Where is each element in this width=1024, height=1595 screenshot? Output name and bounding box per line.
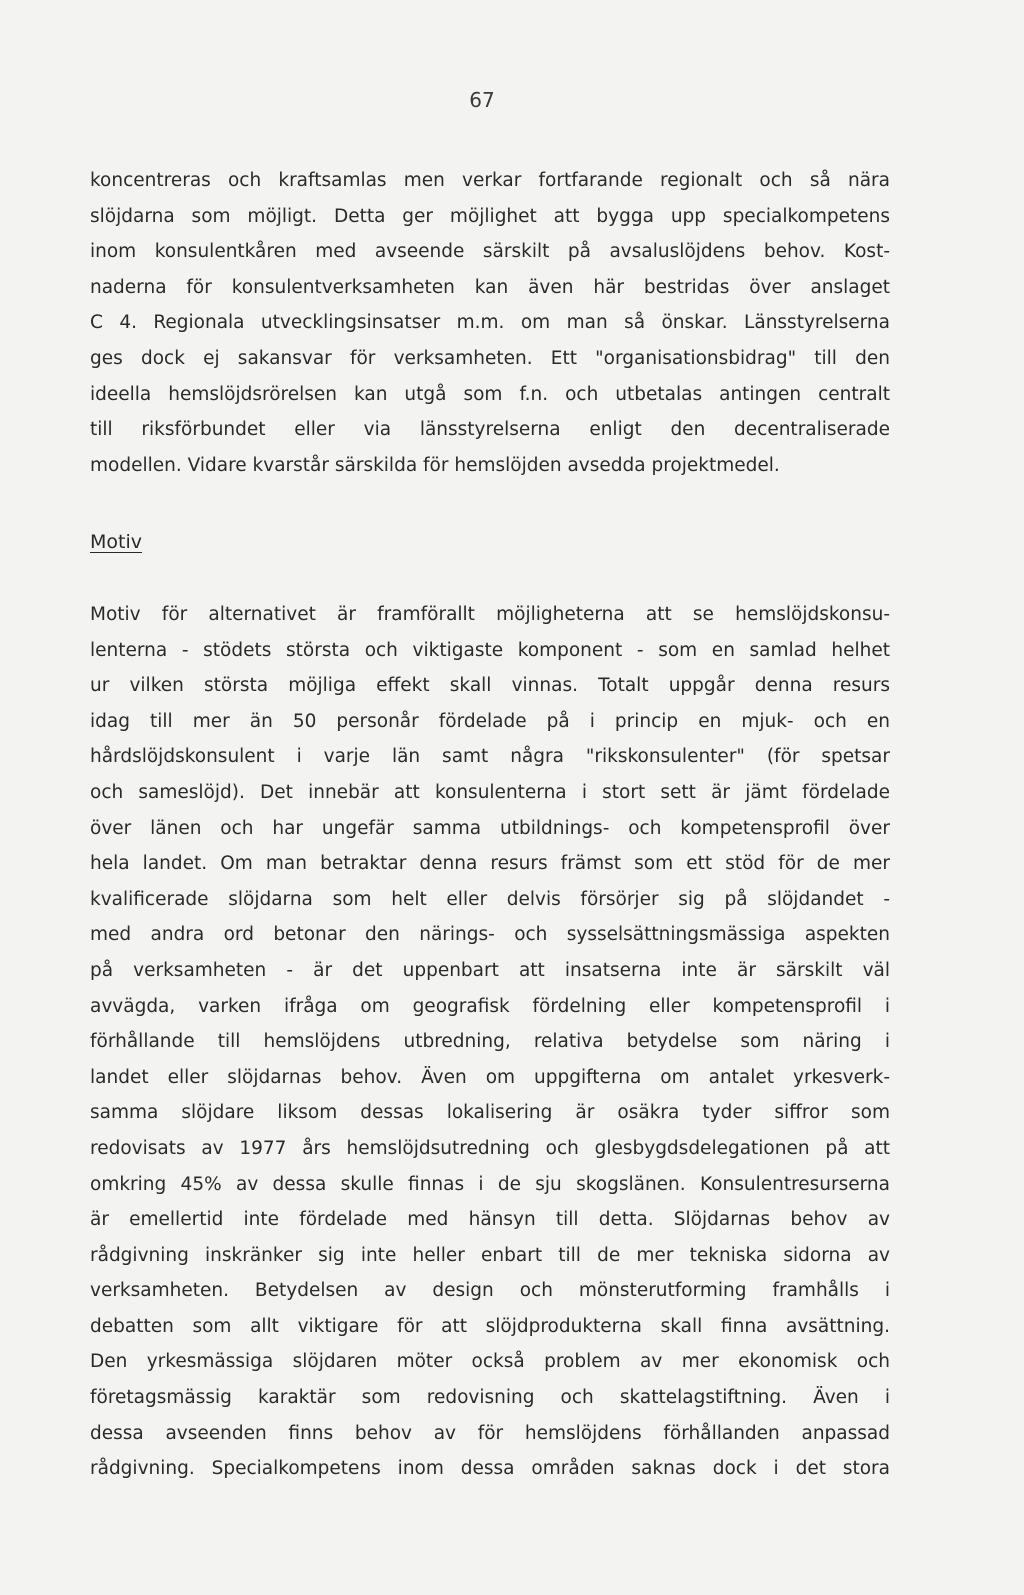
text-line: inom konsulentkåren med avseende särskilt på avsaluslöjdens behov. Kost- (90, 241, 890, 263)
text-line: avvägda, varken ifråga om geografisk fördelning eller kompetensprofil i (90, 995, 890, 1017)
text-line: idag till mer än 50 personår fördelade på i princip en mjuk- och en (90, 710, 890, 732)
text-line: företagsmässig karaktär som redovisning och skattelagstiftning. Även i (90, 1387, 890, 1409)
text-line: rådgivning inskränker sig inte heller enbart till de mer tekniska sidorna av (90, 1244, 890, 1266)
text-line: ideella hemslöjdsrörelsen kan utgå som f.n. och utbetalas antingen centralt (90, 383, 890, 405)
text-line: landet eller slöjdarnas behov. Även om uppgifterna om antalet yrkesverk- (90, 1066, 890, 1088)
text-line: koncentreras och kraftsamlas men verkar fortfarande regionalt och så nära (90, 170, 890, 191)
text-line: modellen. Vidare kvarstår särskilda för hemslöjden avsedda projektmedel. (90, 454, 780, 476)
text-line: är emellertid inte fördelade med hänsyn till detta. Slöjdarnas behov av (90, 1209, 890, 1231)
text-line: och sameslöjd). Det innebär att konsulenterna i stort sett är jämt fördelade (90, 781, 890, 803)
text-line: ges dock ej sakansvar för verksamheten. Ett "organisationsbidrag" till den (90, 347, 890, 369)
text-line: med andra ord betonar den närings- och sysselsättningsmässiga aspekten (90, 924, 890, 946)
text-line: lenterna - stödets största och viktigaste komponent - som en samlad helhet (90, 639, 890, 661)
text-line: Motiv för alternativet är framförallt möjligheterna att se hemslöjdskonsu- (90, 604, 890, 625)
text-line: naderna för konsulentverksamheten kan även här bestridas över anslaget (90, 276, 890, 298)
text-line: förhållande till hemslöjdens utbredning, relativa betydelse som näring i (90, 1031, 890, 1053)
text-line: Den yrkesmässiga slöjdaren möter också problem av mer ekonomisk och (90, 1351, 890, 1373)
text-line: ur vilken största möjliga effekt skall vinnas. Totalt uppgår denna resurs (90, 675, 890, 697)
text-line: debatten som allt viktigare för att slöjdprodukterna skall finna avsättning. (90, 1315, 890, 1337)
text-line: hårdslöjdskonsulent i varje län samt några "rikskonsulenter" (för spetsar (90, 746, 890, 768)
text-line: redovisats av 1977 års hemslöjdsutredning och glesbygdsdelegationen på att (90, 1137, 890, 1159)
text-line: rådgivning. Specialkompetens inom dessa områden saknas dock i det stora (90, 1458, 890, 1480)
text-line: till riksförbundet eller via länsstyrelserna enligt den decentraliserade (90, 419, 890, 441)
paragraph-1 (90, 163, 890, 483)
page-number: 67 (469, 88, 495, 112)
text-line: verksamheten. Betydelsen av design och mönsterutforming framhålls i (90, 1280, 890, 1302)
text-line: samma slöjdare liksom dessas lokalisering är osäkra tyder siffror som (90, 1102, 890, 1124)
text-line: dessa avseenden finns behov av för hemslöjdens förhållanden anpassad (90, 1422, 890, 1444)
text-line: slöjdarna som möjligt. Detta ger möjlighet att bygga upp specialkompetens (90, 205, 890, 227)
text-line: kvalificerade slöjdarna som helt eller delvis försörjer sig på slöjdandet - (90, 888, 890, 910)
section-heading: Motiv (90, 531, 142, 553)
text-line: på verksamheten - är det uppenbart att insatserna inte är särskilt väl (90, 959, 890, 981)
paragraph-2 (90, 597, 890, 1487)
text-line: omkring 45% av dessa skulle finnas i de sju skogslänen. Konsulentresurserna (90, 1173, 890, 1195)
text-line: över länen och har ungefär samma utbildnings- och kompetensprofil över (90, 817, 890, 839)
text-line: hela landet. Om man betraktar denna resurs främst som ett stöd för de mer (90, 853, 890, 875)
text-line: C 4. Regionala utvecklingsinsatser m.m. om man så önskar. Länsstyrelserna (90, 312, 890, 334)
